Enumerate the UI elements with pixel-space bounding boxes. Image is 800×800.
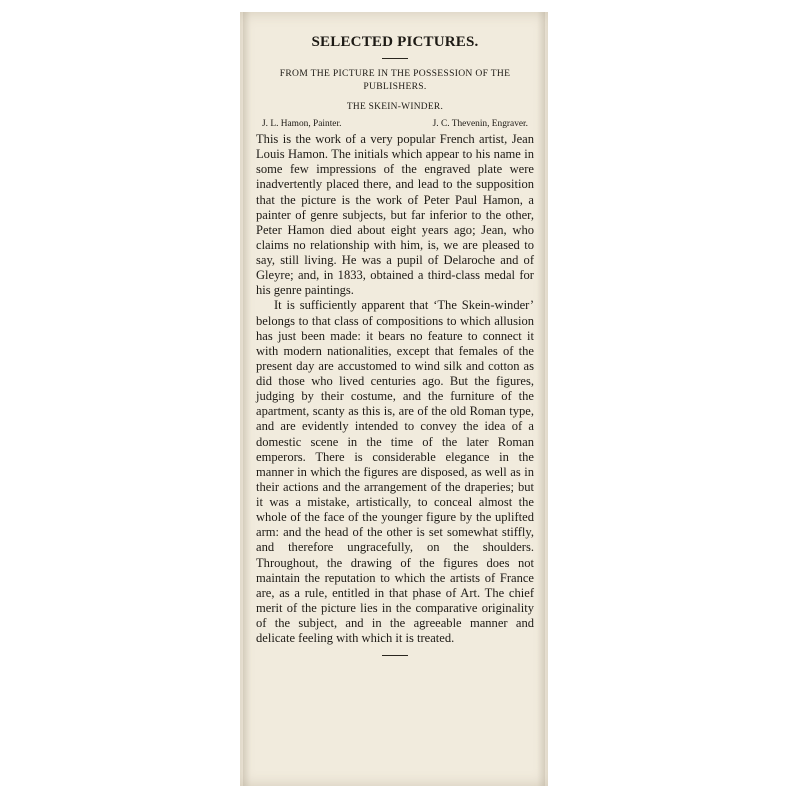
body-paragraph: It is sufficiently apparent that ‘The Skein-winder’ belongs to that class of compositions to which allusion has just been made: it bears no feature to connect it with modern nationalities, except that females of the present day are accustomed to wind silk and cotton as did those who lived centuries ago. But the figures, judging by their costume, and the furniture of the apartment, scanty as this is, are of the old Roman type, and are evidently intended to convey the idea of a domestic scene in the time of the later Roman emperors. There is considerable elegance in the manner in which the figures are disposed, as well as in their actions and the arrangement of the draperies; but it was a mistake, artistically, to conceal almost the whole of the face of the younger figure by the uplifted arm: and the head of the other is set somewhat stiffly, and therefore ungracefully, on the shoulders. Throughout, the drawing of the figures does not maintain the reputation to which the artists of France are, as a rule, entitled in that phase of Art. The chief merit of the picture lies in the comparative originality of the subject, and in the agreeable manner and delicate feeling with which it is treated. [256, 298, 534, 646]
end-divider [382, 655, 408, 656]
engraver-credit: J. C. Thevenin, Engraver. [432, 119, 528, 129]
title-divider [382, 58, 408, 59]
article-title: SELECTED PICTURES. [311, 34, 479, 50]
picture-title: THE SKEIN-WINDER. [346, 102, 444, 112]
paper-edge-shading [537, 12, 545, 786]
artist-credits [262, 119, 528, 129]
article-body [256, 132, 534, 646]
article [256, 34, 534, 656]
newspaper-clipping [240, 12, 548, 786]
body-paragraph: This is the work of a very popular French artist, Jean Louis Hamon. The initials which appear to his name in some few impressions of the engraved plate were inadvertently placed there, and lead to the supposition that the picture is the work of Peter Paul Hamon, a painter of genre subjects, but far inferior to the other, Peter Hamon died about eight years ago; Jean, who claims no relationship with him, is, we are pleased to say, still living. He was a pupil of Delaroche and of Gleyre; and, in 1833, obtained a third-class medal for his genre paintings. [256, 132, 534, 298]
paper-edge-shading [243, 12, 251, 786]
picture-source: FROM THE PICTURE IN THE POSSESSION OF THE PUBLISHERS. [279, 68, 511, 92]
painter-credit: J. L. Hamon, Painter. [262, 119, 342, 129]
